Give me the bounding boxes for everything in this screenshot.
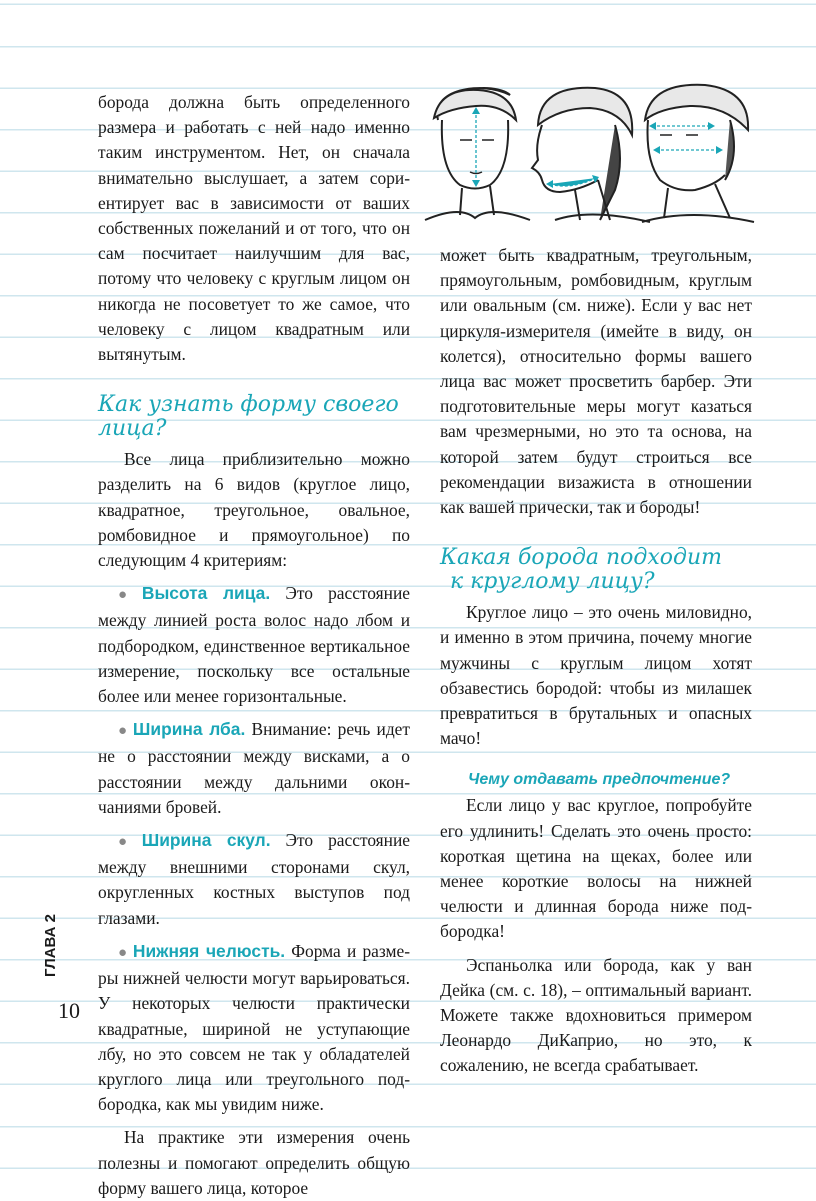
term: Ширина скул. xyxy=(141,830,271,851)
paragraph: Эспаньолка или борода, как у ван Дейка (см. с. 18), – оптимальный вариант. Можете также вдохновиться примером Леонардо ДиКаприо, но это, к сожалению, не всегда срабатывает. xyxy=(440,954,752,1076)
face-quarter-width xyxy=(642,85,754,222)
criterion-face-height: ● Высота лица. Это расстояние между линией роста волос надо лбом и подбородком, единственное вертикальное измерение, поскольку все остальные более или менее горизонтальные. xyxy=(98,583,410,707)
bullet-icon: ● xyxy=(118,834,138,851)
jaw-arrow xyxy=(546,175,599,188)
paragraph: Если лицо у вас круглое, попробуйте его удлинить! Сделать это очень просто: короткая щетина на щеках, более или менее короткие волосы на нижней челюсти и длинная борода ниже подбородка! xyxy=(440,795,752,942)
face-side-jaw xyxy=(532,88,650,222)
paragraph: может быть квадратным, треугольным, прямоугольным, ромбовидным, круглым или овальным (см. ниже). Если у вас нет циркуля-измерителя (имейте в виду, он колется), относительно формы вашего лица вас может просветить барбер. Эти подготовительные меры могут казаться вам чрезмерными, но это та основа, на которой затем будут строиться все рекомендации визажиста в отношении как вашей прически, так и бороды! xyxy=(440,245,752,518)
term: Высота лица. xyxy=(141,583,271,604)
width-arrows xyxy=(649,122,723,154)
face-measurement-illustration xyxy=(420,80,760,230)
height-arrow xyxy=(472,107,480,187)
paragraph: На практике эти измерения очень полезны и помогают определить общую форму вашего лица, которое xyxy=(98,1127,410,1198)
criterion-jaw: ● Нижняя челюсть. Форма и размеры нижней челюсти могут варьироваться. У некоторых челюсти практически квадратные, шириной не уступающие лбу, но это совсем не так у обладателей круглого лица или треугольного подбородка, как мы увидим ниже. xyxy=(98,940,411,1115)
left-column xyxy=(98,90,410,1201)
section-heading-round-face: Какая борода подходит к круглому лицу? xyxy=(440,545,722,595)
bullet-icon: ● xyxy=(118,944,129,961)
section-heading-face-shape: Как узнать форму своего лица? xyxy=(98,392,399,442)
paragraph: Круглое лицо – это очень миловидно, и именно в этом причина, почему многие мужчины с круглым лицом хотят обзавестись бородой: чтобы из милашек превратиться в брутальных и опасных мачо! xyxy=(440,602,752,749)
subheading-preference: Чему отдавать предпочтение? xyxy=(468,771,731,789)
face-front-height xyxy=(425,88,530,220)
term: Нижняя челюсть. xyxy=(132,940,286,961)
criterion-forehead-width: ● Ширина лба. Внимание: речь идет не о расстоянии между висками, а о расстоянии между дальними окончаниями бровей. xyxy=(98,719,410,817)
paragraph: Все лица приблизительно можно разделить на 6 видов (круглое лицо, квадратное, треугольное, овальное, ромбовидное и прямоугольное) по следующим 4 критериям: xyxy=(98,449,410,571)
bullet-icon: ● xyxy=(118,723,129,740)
right-column xyxy=(440,243,752,1079)
intro-paragraph: борода должна быть определенного размера и работать с ней надо именно таким инструментом. Нет, он сначала внимательно выслушает, а затем сориентирует вас в зависимости от ваших собственных пожеланий и от того, что он сам посчитает наилучшим для вас, потому что человеку с круглым лицом он никогда не посоветует то же самое, что человеку с лицом квадратным или вытянутым. xyxy=(98,92,410,365)
bullet-icon: ● xyxy=(118,587,138,604)
criterion-cheekbone-width: ● Ширина скул. Это расстояние между внешними сторонами скул, округленных костных выступов под глазами. xyxy=(98,830,411,928)
page-number: 10 xyxy=(58,998,80,1023)
term: Ширина лба. xyxy=(132,719,246,740)
chapter-label: ГЛАВА 2 xyxy=(42,914,59,978)
